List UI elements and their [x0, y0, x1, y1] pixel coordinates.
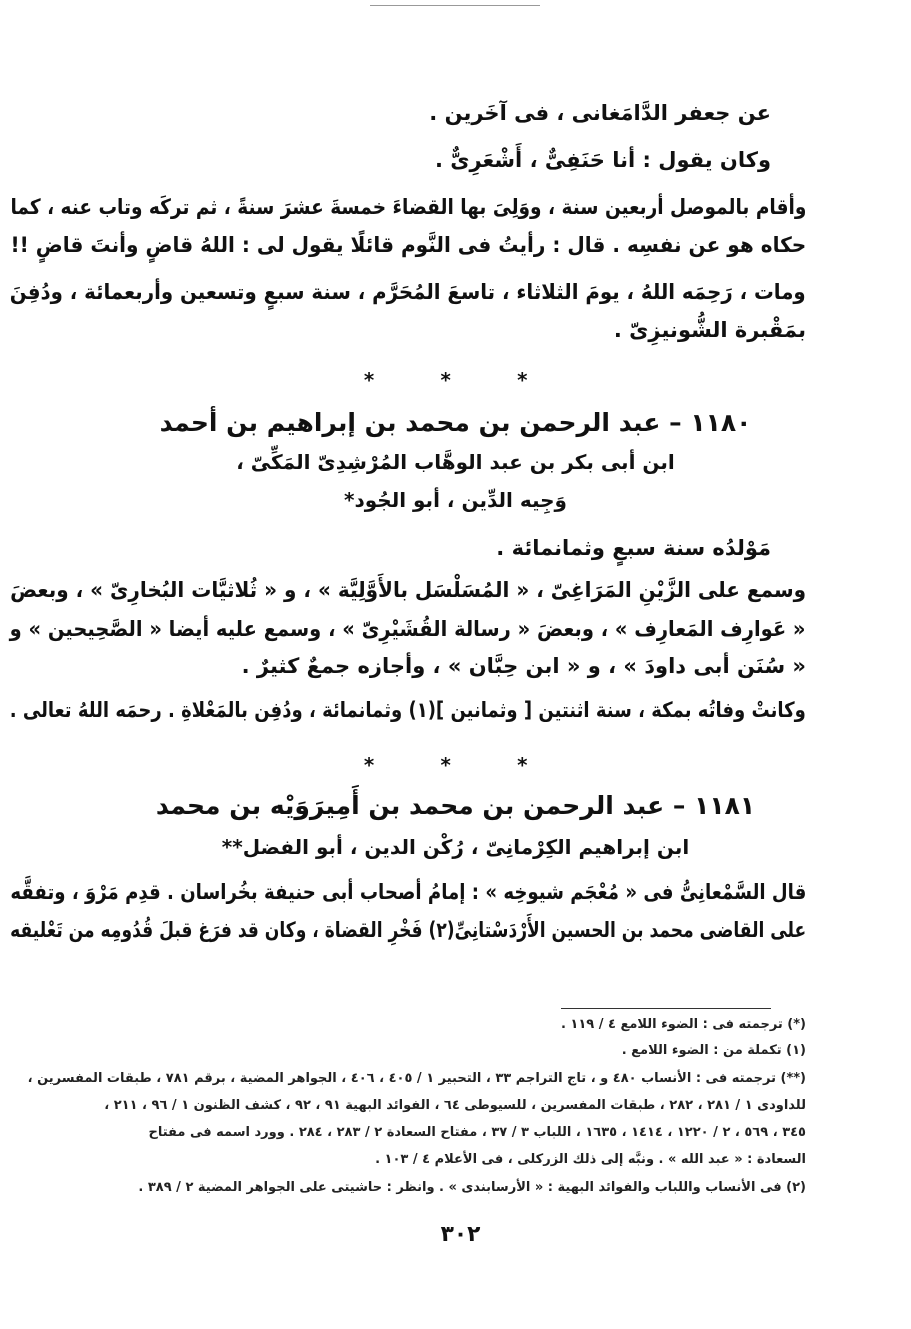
body-line: على القاضى محمد بن الحسين الأَرْدَسْتانِىِّ(٢) فَخْرِ القضاة ، وكان قد فرَغ قبلَ قُدُومِه من تَعْليقه [9, 918, 806, 942]
body-line: وكان يقول : أنا حَنَفِىٌّ ، أَشْعَرِىٌّ . [434, 148, 771, 172]
entry-heading: ١١٨١ – عبد الرحمن بن محمد بن أَمِيرَوَيْه بن محمد [155, 791, 756, 820]
body-line: « عَوارِف المَعارِف » ، وبعضَ « رسالة القُشَيْرِىّ » ، وسمع عليه أيضا « الصَّحِيحين » و [10, 617, 806, 641]
body-line: مَوْلدُه سنة سبعٍ وثمانمائة . [496, 536, 771, 560]
footnote-rule [561, 1008, 771, 1009]
footnote: للداودى ١ / ٢٨١ ، ٢٨٢ ، طبقات المفسرين ، للسيوطى ٦٤ ، الفوائد البهية ٩١ ، ٩٢ ، كشف الظنون ١ / ٩٦ ، ٢١١ ، [104, 1098, 806, 1113]
footnote: (*) ترجمته فى : الضوء اللامع ٤ / ١١٩ . [560, 1017, 806, 1032]
body-line: وأقام بالموصل أربعين سنة ، ووَلِىَ بها القضاءَ خمسةَ عشرَ سنةً ، ثم تركَه وتاب عنه ، كما [10, 195, 806, 219]
top-rule [370, 5, 540, 6]
entry-subheading: ابن إبراهيم الكِرْمانِىّ ، رُكْن الدين ، أبو الفضل** [221, 835, 690, 859]
body-line: « سُنَن أبى داودَ » ، و « ابن حِبَّان » ، وأجازه جمعٌ كثيرٌ . [241, 654, 806, 678]
section-separator: * * * [363, 753, 558, 777]
entry-subheading: ابن أبى بكر بن عبد الوهَّاب المُرْشِدِىّ المَكِّىّ ، [236, 450, 675, 474]
entry-subheading: وَجِيه الدِّين ، أبو الجُود* [344, 488, 567, 512]
footnote: (٢) فى الأنساب واللباب والفوائد البهية : « الأرسابندى » . وانظر : حاشيتى على الجواهر المضية ٢ / ٣٨٩ . [138, 1180, 806, 1195]
page-number: ٣٠٢ [440, 1222, 481, 1247]
body-line: بمَقْبرة الشُّونيزِىّ . [613, 318, 806, 342]
section-separator: * * * [363, 368, 558, 392]
body-line: وسمع على الزَّيْنِ المَرَاغِىّ ، « المُسَلْسَل بالأَوَّلِيَّة » ، و « ثُلاثيَّات البُخارِىّ » ، وبعضَ [10, 578, 806, 602]
footnote: السعادة : « عبد الله » . ونبَّه إلى ذلك الزركلى ، فى الأعلام ٤ / ١٠٣ . [375, 1152, 806, 1167]
body-line: حكاه هو عن نفسِه . قال : رأيتُ فى النَّوم قائلًا يقول لى : اللهُ قاضٍ وأنتَ قاضٍ !! [10, 233, 806, 257]
body-line: قال السَّمْعانِىُّ فى « مُعْجَم شيوخِه » : إمامُ أصحاب أبى حنيفة بخُراسان . قدِم مَرْوَ ، وتفقَّه [10, 880, 806, 904]
entry-heading: ١١٨٠ – عبد الرحمن بن محمد بن إبراهيم بن أحمد [159, 408, 752, 437]
footnote: (١) تكملة من : الضوء اللامع . [621, 1043, 806, 1058]
body-line: ومات ، رَحِمَه اللهُ ، يومَ الثلاثاء ، تاسعَ المُحَرَّم ، سنة سبعٍ وتسعين وأربعمائة ، ودُفِنَ [10, 280, 806, 304]
body-line: عن جعفر الدَّامَغانى ، فى آخَرين . [429, 101, 771, 125]
body-line: وكانتْ وفاتُه بمكة ، سنة اثنتين [ وثمانين ](١) وثمانمائة ، ودُفِن بالمَعْلاةِ . رحمَه اللهُ تعالى . [9, 698, 806, 722]
footnote: ٣٤٥ ، ٥٦٩ ، ٢ / ١٢٢٠ ، ١٤١٤ ، ١٦٣٥ ، اللباب ٣ / ٣٧ ، مفتاح السعادة ٢ / ٢٨٣ ، ٢٨٤ . وورد اسمه فى مفتاح [148, 1125, 806, 1140]
footnote: (**) ترجمته فى : الأنساب ٤٨٠ و ، تاج التراجم ٣٣ ، التحبير ١ / ٤٠٥ ، ٤٠٦ ، الجواهر المضية ، برقم ٧٨١ ، طبقات المفسرين ، [27, 1071, 806, 1086]
